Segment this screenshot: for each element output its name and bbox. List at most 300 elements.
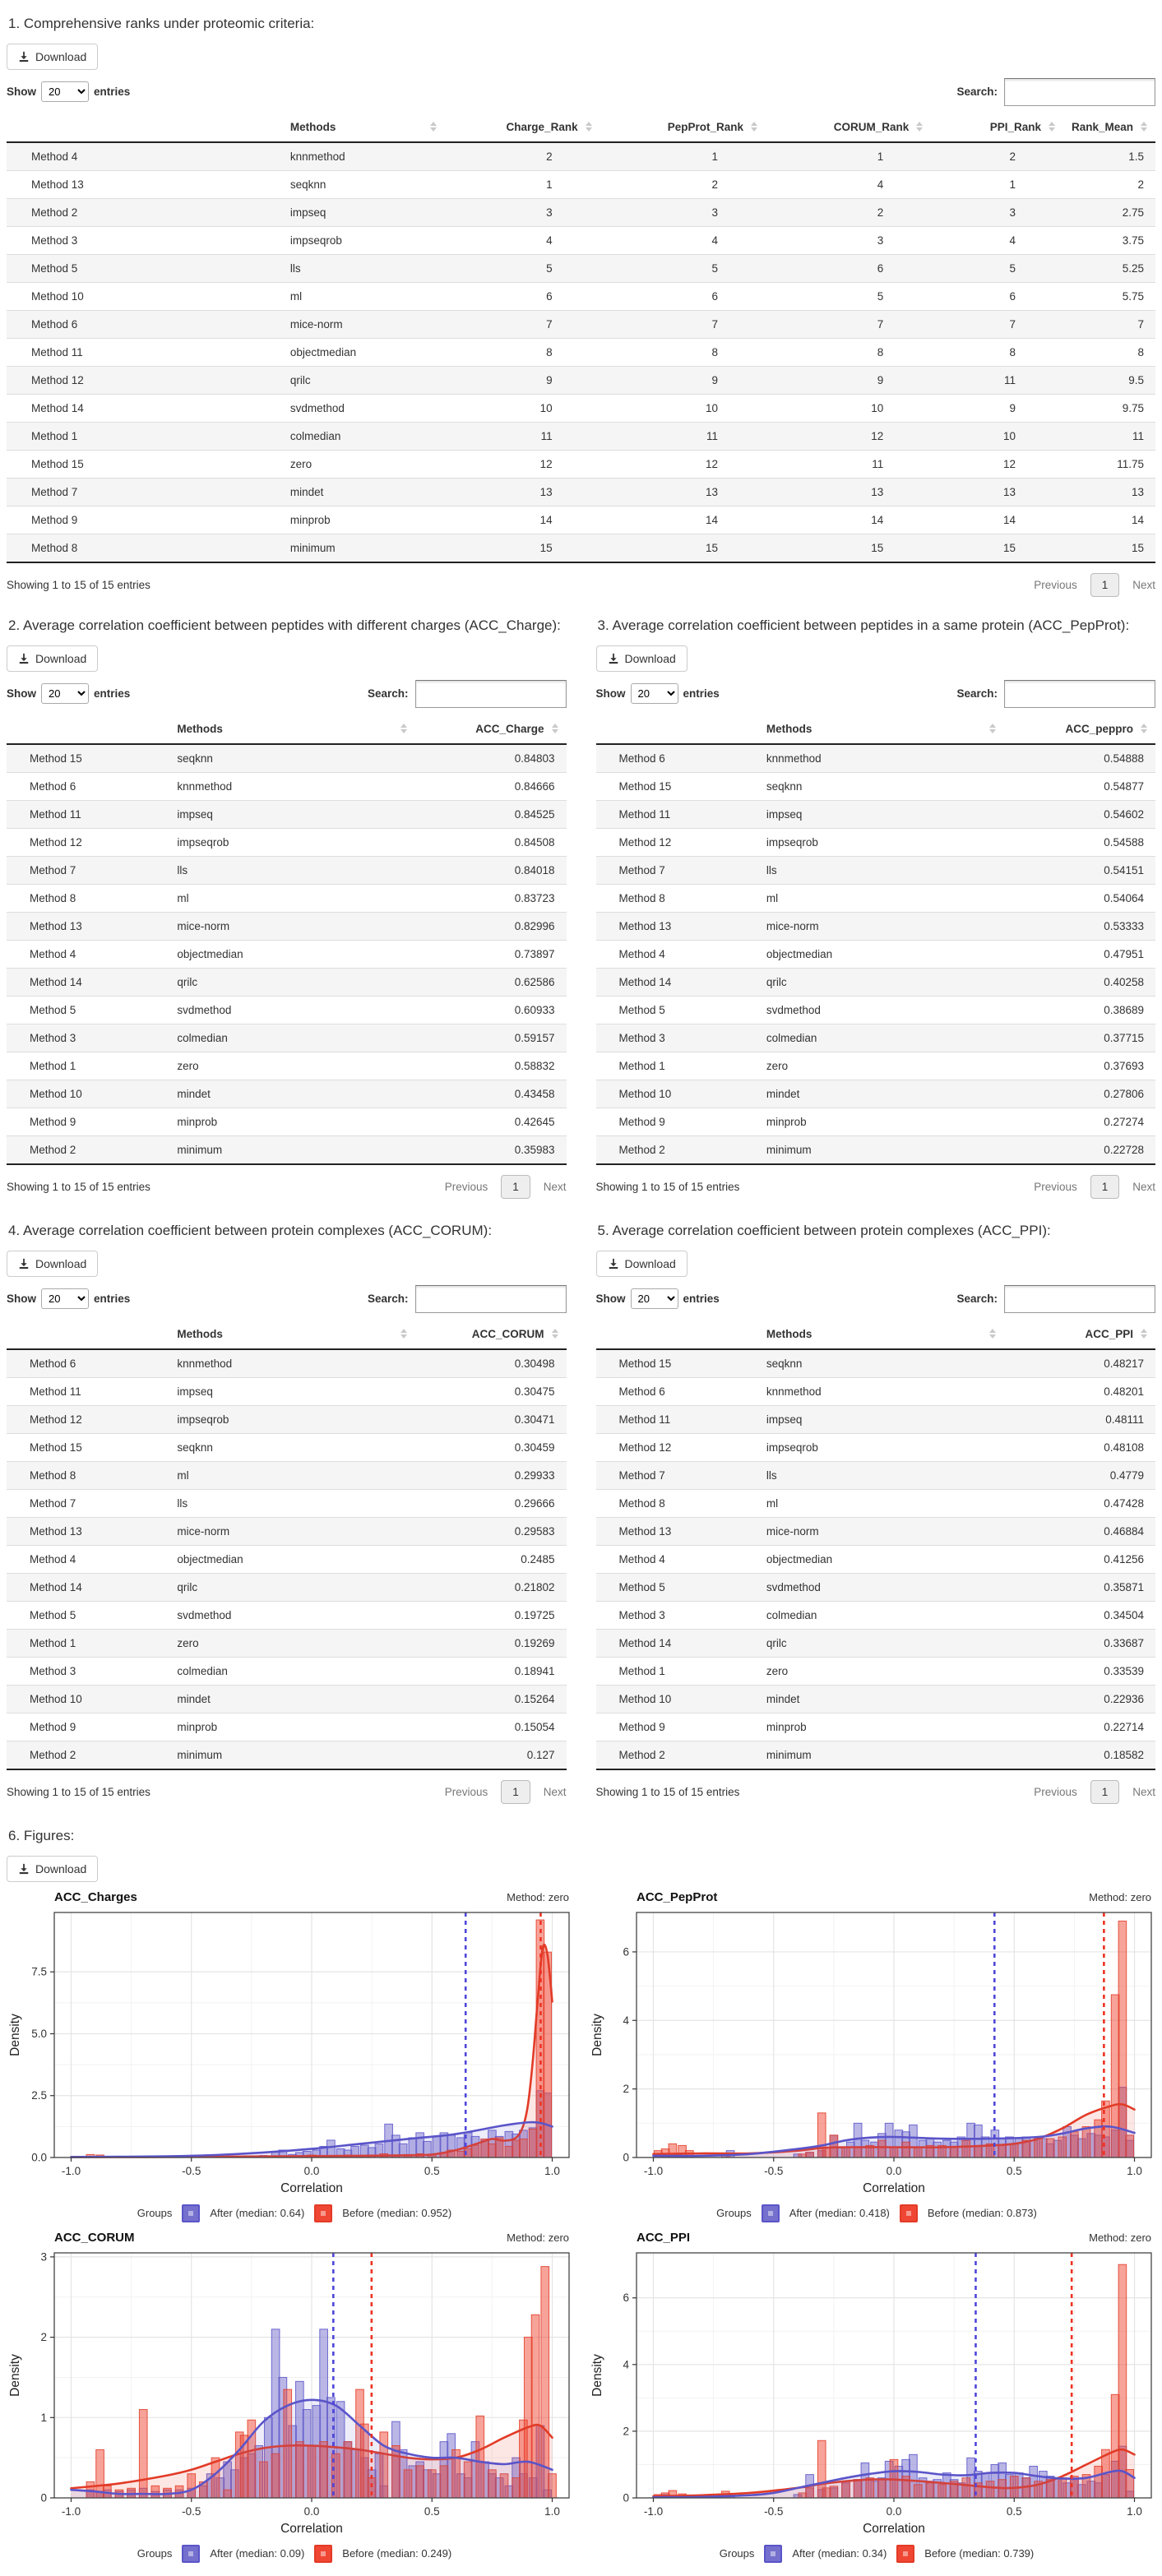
table-row [7, 422, 1155, 450]
page-size-select[interactable] [41, 81, 89, 102]
column-header-ppi_rank[interactable]: PPI_Rank [931, 113, 1063, 142]
value-cell: 0.84525 [415, 800, 567, 828]
download-icon [18, 1258, 30, 1270]
page-length-control: Show 20 entries [7, 1288, 130, 1309]
table-row [7, 338, 1155, 366]
svg-text:2: 2 [623, 2082, 629, 2095]
next-button[interactable]: Next [543, 1180, 567, 1193]
row-name: Method 12 [7, 828, 169, 856]
row-name: Method 3 [7, 226, 282, 254]
column-header-acc_ppi[interactable]: ACC_PPI [1004, 1320, 1155, 1349]
value-cell: 0.54588 [1004, 828, 1155, 856]
row-name: Method 4 [7, 1545, 169, 1573]
value-cell: 13 [600, 478, 766, 506]
method-name: mice-norm [169, 1517, 414, 1545]
table-row [7, 1489, 567, 1517]
sort-icon [552, 1329, 558, 1339]
value-cell: 15 [445, 534, 600, 562]
row-name: Method 15 [596, 772, 758, 800]
table-row [596, 1573, 1156, 1601]
table-row [7, 968, 567, 996]
method-name: mice-norm [169, 912, 414, 940]
value-cell: 0.54064 [1004, 884, 1155, 912]
svg-text:2: 2 [40, 2330, 47, 2343]
table-row [596, 1517, 1156, 1545]
table-row [7, 1657, 567, 1685]
download-icon [18, 653, 30, 664]
value-cell: 0.15264 [415, 1685, 567, 1713]
method-name: impseqrob [282, 226, 445, 254]
value-cell: 3.75 [1063, 226, 1155, 254]
table-row [596, 744, 1156, 773]
value-cell: 1 [766, 142, 931, 171]
download-icon [18, 1863, 30, 1875]
column-header-methods[interactable]: Methods [169, 1320, 414, 1349]
table-row [7, 1741, 567, 1769]
value-cell: 0.54602 [1004, 800, 1155, 828]
previous-button[interactable]: Previous [444, 1785, 488, 1798]
pagination [1034, 1175, 1155, 1199]
search-input[interactable] [1004, 680, 1155, 708]
table-row [7, 1629, 567, 1657]
svg-text:0: 0 [40, 2491, 47, 2504]
value-cell: 9.75 [1063, 394, 1155, 422]
method-name: objectmedian [169, 940, 414, 968]
figure-title: ACC_PPI [637, 2230, 691, 2245]
svg-text:0.0: 0.0 [303, 2504, 320, 2518]
value-cell: 0.22714 [1004, 1713, 1155, 1741]
value-cell: 11 [600, 422, 766, 450]
page-number-button[interactable]: 1 [1090, 1175, 1120, 1199]
value-cell: 14 [1063, 506, 1155, 534]
previous-button[interactable]: Previous [444, 1180, 488, 1193]
value-cell: 9.5 [1063, 366, 1155, 394]
svg-text:-0.5: -0.5 [182, 2164, 201, 2177]
table-row [7, 856, 567, 884]
legend-key-before [314, 2204, 332, 2222]
method-name: svdmethod [169, 1601, 414, 1629]
column-header-charge_rank[interactable]: Charge_Rank [445, 113, 600, 142]
table-row [596, 1433, 1156, 1461]
row-name: Method 14 [7, 1573, 169, 1601]
value-cell: 0.47951 [1004, 940, 1155, 968]
table-row [7, 226, 1155, 254]
value-cell: 3 [600, 198, 766, 226]
method-name: qrilc [758, 968, 1004, 996]
method-name: knnmethod [169, 772, 414, 800]
column-header-methods[interactable]: Methods [758, 715, 1004, 744]
row-name: Method 9 [596, 1108, 758, 1135]
table-row [7, 1052, 567, 1080]
svg-text:0.5: 0.5 [1006, 2164, 1022, 2177]
page-size-select[interactable] [631, 683, 678, 704]
table-row [596, 912, 1156, 940]
page-size-select[interactable] [631, 1288, 678, 1309]
row-name: Method 15 [596, 1349, 758, 1378]
table-row [7, 1135, 567, 1164]
table-row [7, 1433, 567, 1461]
value-cell: 0.29666 [415, 1489, 567, 1517]
method-name: impseq [169, 800, 414, 828]
value-cell: 0.21802 [415, 1573, 567, 1601]
acc-charge-table [7, 715, 567, 1165]
figure-acc-corum [7, 2231, 582, 2563]
row-name: Method 3 [596, 1024, 758, 1052]
value-cell: 0.15054 [415, 1713, 567, 1741]
table-info: Showing 1 to 15 of 15 entries [595, 1785, 740, 1798]
svg-text:0.0: 0.0 [31, 2151, 47, 2164]
table-row [7, 170, 1155, 198]
figure-title: ACC_CORUM [54, 2230, 135, 2245]
value-cell: 0.60933 [415, 996, 567, 1024]
value-cell: 0.42645 [415, 1108, 567, 1135]
section-acc-pepprot [596, 610, 1156, 1202]
svg-text:-0.5: -0.5 [764, 2164, 784, 2177]
download-button[interactable]: Download [7, 44, 98, 70]
search-input[interactable] [415, 680, 567, 708]
svg-text:1.0: 1.0 [1127, 2164, 1142, 2177]
value-cell: 12 [445, 450, 600, 478]
value-cell: 0.27274 [1004, 1108, 1155, 1135]
method-name: mindet [758, 1080, 1004, 1108]
method-name: mice-norm [282, 310, 445, 338]
table-row [7, 1573, 567, 1601]
figure-legend: Groups After (median: 0.418) Before (median: 0.873) [589, 2204, 1162, 2222]
download-button[interactable]: Download [7, 1856, 98, 1882]
method-name: objectmedian [758, 940, 1004, 968]
value-cell: 6 [445, 282, 600, 310]
row-name: Method 8 [596, 884, 758, 912]
svg-text:Correlation: Correlation [280, 2521, 343, 2536]
value-cell: 0.84803 [415, 744, 567, 773]
row-name: Method 15 [7, 450, 282, 478]
column-header-acc_corum[interactable]: ACC_CORUM [415, 1320, 567, 1349]
value-cell: 5 [445, 254, 600, 282]
value-cell: 0.18582 [1004, 1741, 1155, 1769]
search-input[interactable] [415, 1285, 567, 1313]
method-name: objectmedian [282, 338, 445, 366]
figure-method-label: Method: zero [1089, 1890, 1151, 1903]
row-name: Method 9 [7, 1713, 169, 1741]
figure-title: ACC_PepProt [637, 1889, 718, 1904]
value-cell: 2.75 [1063, 198, 1155, 226]
table-row [7, 828, 567, 856]
value-cell: 7 [1063, 310, 1155, 338]
value-cell: 12 [766, 422, 931, 450]
column-header-methods[interactable]: Methods [169, 715, 414, 744]
method-name: knnmethod [282, 142, 445, 171]
method-name: zero [758, 1657, 1004, 1685]
method-name: qrilc [169, 968, 414, 996]
method-name: knnmethod [169, 1349, 414, 1378]
figure-method-label: Method: zero [1089, 2231, 1151, 2244]
search-control: Search: [368, 1285, 567, 1313]
value-cell: 2 [1063, 170, 1155, 198]
value-cell: 0.48111 [1004, 1405, 1155, 1433]
table-row [596, 1461, 1156, 1489]
value-cell: 0.40258 [1004, 968, 1155, 996]
method-name: mice-norm [758, 1517, 1004, 1545]
row-name: Method 11 [7, 800, 169, 828]
row-name: Method 12 [596, 1433, 758, 1461]
table-row [596, 968, 1156, 996]
svg-text:0.0: 0.0 [886, 2504, 902, 2518]
method-name: seqknn [169, 744, 414, 773]
table-row [7, 1685, 567, 1713]
svg-text:Correlation: Correlation [863, 2181, 925, 2195]
column-header-pepprot_rank[interactable]: PepProt_Rank [600, 113, 766, 142]
row-name: Method 11 [596, 800, 758, 828]
page-size-select[interactable] [41, 1288, 89, 1309]
value-cell: 15 [931, 534, 1063, 562]
row-name: Method 1 [7, 1629, 169, 1657]
row-name: Method 1 [596, 1052, 758, 1080]
figure-acc-pepprot [589, 1890, 1162, 2222]
svg-text:2.5: 2.5 [31, 2088, 47, 2102]
value-cell: 9 [600, 366, 766, 394]
column-header-acc_charge[interactable]: ACC_Charge [415, 715, 567, 744]
method-name: minimum [282, 534, 445, 562]
value-cell: 0.27806 [1004, 1080, 1155, 1108]
row-name: Method 3 [7, 1657, 169, 1685]
value-cell: 12 [600, 450, 766, 478]
search-input[interactable] [1004, 78, 1155, 106]
table-row [7, 1517, 567, 1545]
table-row [596, 884, 1156, 912]
column-header-blank [596, 1320, 758, 1349]
search-control: Search: [368, 680, 567, 708]
svg-text:3: 3 [40, 2250, 47, 2264]
download-button[interactable]: Download [596, 645, 687, 672]
search-input[interactable] [1004, 1285, 1155, 1313]
method-name: seqknn [758, 1349, 1004, 1378]
ranks-table [7, 113, 1155, 563]
acc-pepprot-table [596, 715, 1156, 1165]
pagination [445, 1175, 567, 1199]
figure-acc-ppi [589, 2231, 1162, 2563]
next-button[interactable]: Next [543, 1785, 567, 1798]
method-name: lls [758, 856, 1004, 884]
download-button[interactable]: Download [7, 1251, 98, 1277]
column-header-acc_peppro[interactable]: ACC_peppro [1004, 715, 1155, 744]
svg-text:Correlation: Correlation [280, 2181, 343, 2195]
value-cell: 3 [445, 198, 600, 226]
row-name: Method 3 [7, 1024, 169, 1052]
page-number-button[interactable]: 1 [1090, 573, 1120, 597]
row-name: Method 14 [596, 1629, 758, 1657]
value-cell: 0.84666 [415, 772, 567, 800]
sort-icon [400, 1329, 407, 1339]
svg-text:Density: Density [590, 2013, 604, 2056]
next-button[interactable]: Next [1132, 1180, 1155, 1193]
figure-method-label: Method: zero [507, 2231, 569, 2244]
method-name: qrilc [169, 1573, 414, 1601]
row-name: Method 2 [596, 1741, 758, 1769]
method-name: ml [758, 884, 1004, 912]
value-cell: 0.33539 [1004, 1657, 1155, 1685]
method-name: qrilc [282, 366, 445, 394]
value-cell: 0.41256 [1004, 1545, 1155, 1573]
sort-icon [989, 724, 996, 733]
section-acc-ppi [596, 1215, 1156, 1807]
table-row [7, 1601, 567, 1629]
value-cell: 0.37715 [1004, 1024, 1155, 1052]
value-cell: 13 [1063, 478, 1155, 506]
svg-text:-1.0: -1.0 [643, 2504, 664, 2518]
value-cell: 9 [766, 366, 931, 394]
method-name: lls [169, 1489, 414, 1517]
value-cell: 14 [766, 506, 931, 534]
svg-text:4: 4 [623, 2014, 629, 2027]
row-name: Method 5 [7, 996, 169, 1024]
value-cell: 10 [600, 394, 766, 422]
table-row [596, 1685, 1156, 1713]
figure-plot [7, 1906, 582, 2203]
value-cell: 0.30498 [415, 1349, 567, 1378]
value-cell: 4 [445, 226, 600, 254]
value-cell: 6 [766, 254, 931, 282]
page-number-button[interactable]: 1 [501, 1175, 530, 1199]
value-cell: 14 [445, 506, 600, 534]
sort-icon [1049, 122, 1055, 132]
value-cell: 0.83723 [415, 884, 567, 912]
download-icon [18, 51, 30, 62]
method-name: seqknn [282, 170, 445, 198]
row-name: Method 14 [7, 394, 282, 422]
table-row [596, 1601, 1156, 1629]
page-number-button[interactable]: 1 [501, 1780, 530, 1804]
sort-icon [1141, 724, 1147, 733]
svg-text:5.0: 5.0 [31, 2027, 47, 2040]
value-cell: 0.73897 [415, 940, 567, 968]
method-name: impseqrob [758, 828, 1004, 856]
row-name: Method 3 [596, 1601, 758, 1629]
table-row [596, 1052, 1156, 1080]
value-cell: 5.25 [1063, 254, 1155, 282]
method-name: colmedian [758, 1024, 1004, 1052]
value-cell: 9 [445, 366, 600, 394]
row-name: Method 15 [7, 744, 169, 773]
value-cell: 0.35983 [415, 1135, 567, 1164]
value-cell: 8 [931, 338, 1063, 366]
sort-icon [751, 122, 757, 132]
row-name: Method 10 [596, 1685, 758, 1713]
value-cell: 0.29583 [415, 1517, 567, 1545]
row-name: Method 1 [596, 1657, 758, 1685]
svg-text:1.0: 1.0 [544, 2504, 560, 2518]
table-row [7, 366, 1155, 394]
table-row [7, 1405, 567, 1433]
column-header-corum_rank[interactable]: CORUM_Rank [766, 113, 931, 142]
row-name: Method 6 [7, 1349, 169, 1378]
next-button[interactable]: Next [1132, 578, 1155, 591]
svg-text:Density: Density [590, 2353, 604, 2397]
section-acc-corum [7, 1215, 567, 1807]
value-cell: 7 [766, 310, 931, 338]
value-cell: 4 [766, 170, 931, 198]
method-name: impseq [282, 198, 445, 226]
value-cell: 0.48108 [1004, 1433, 1155, 1461]
next-button[interactable]: Next [1132, 1785, 1155, 1798]
value-cell: 0.18941 [415, 1657, 567, 1685]
column-header-methods[interactable]: Methods [758, 1320, 1004, 1349]
value-cell: 3 [766, 226, 931, 254]
table-row [596, 828, 1156, 856]
pagination [1034, 1780, 1155, 1804]
method-name: minimum [758, 1741, 1004, 1769]
method-name: knnmethod [758, 1377, 1004, 1405]
method-name: ml [169, 1461, 414, 1489]
table-row [7, 142, 1155, 171]
row-name: Method 12 [596, 828, 758, 856]
method-name: mindet [282, 478, 445, 506]
download-button[interactable]: Download [7, 645, 98, 672]
row-name: Method 11 [596, 1405, 758, 1433]
acc-corum-table [7, 1320, 567, 1770]
table-row [596, 940, 1156, 968]
value-cell: 0.46884 [1004, 1517, 1155, 1545]
method-name: zero [169, 1052, 414, 1080]
page-number-button[interactable]: 1 [1090, 1780, 1120, 1804]
row-name: Method 8 [596, 1489, 758, 1517]
table-row [596, 772, 1156, 800]
method-name: seqknn [169, 1433, 414, 1461]
row-name: Method 4 [7, 142, 282, 171]
previous-button[interactable]: Previous [1034, 578, 1077, 591]
legend-key-after [764, 2545, 782, 2563]
figure-legend: Groups After (median: 0.09) Before (median: 0.249) [7, 2545, 582, 2563]
row-name: Method 6 [7, 772, 169, 800]
previous-button[interactable]: Previous [1034, 1785, 1077, 1798]
svg-text:Correlation: Correlation [863, 2521, 925, 2536]
section-title: 3. Average correlation coefficient between peptides in a same protein (ACC_PepProt): [597, 617, 1130, 633]
table-info: Showing 1 to 15 of 15 entries [7, 1785, 150, 1798]
value-cell: 5 [600, 254, 766, 282]
value-cell: 1 [931, 170, 1063, 198]
column-header-rank_mean[interactable]: Rank_Mean [1063, 113, 1155, 142]
row-name: Method 6 [596, 1377, 758, 1405]
search-control: Search: [956, 1285, 1155, 1313]
table-row [596, 1629, 1156, 1657]
download-button[interactable]: Download [596, 1251, 687, 1277]
value-cell: 0.59157 [415, 1024, 567, 1052]
row-name: Method 9 [7, 506, 282, 534]
section-figures [7, 1827, 1155, 2563]
previous-button[interactable]: Previous [1034, 1180, 1077, 1193]
method-name: mindet [169, 1080, 414, 1108]
method-name: minimum [169, 1741, 414, 1769]
table-row [596, 1657, 1156, 1685]
table-info: Showing 1 to 15 of 15 entries [7, 578, 150, 591]
column-header-methods[interactable]: Methods [282, 113, 445, 142]
row-name: Method 6 [7, 310, 282, 338]
value-cell: 7 [931, 310, 1063, 338]
table-row [7, 996, 567, 1024]
value-cell: 0.38689 [1004, 996, 1155, 1024]
svg-text:6: 6 [623, 1945, 629, 1959]
svg-text:1.0: 1.0 [1127, 2504, 1142, 2518]
row-name: Method 8 [7, 534, 282, 562]
sort-icon [552, 724, 558, 733]
figure-plot [589, 1906, 1162, 2203]
page-size-select[interactable] [41, 683, 89, 704]
value-cell: 0.19725 [415, 1601, 567, 1629]
svg-text:-0.5: -0.5 [182, 2504, 201, 2518]
table-row [7, 450, 1155, 478]
row-name: Method 7 [7, 1489, 169, 1517]
value-cell: 0.35871 [1004, 1573, 1155, 1601]
table-row [596, 1405, 1156, 1433]
